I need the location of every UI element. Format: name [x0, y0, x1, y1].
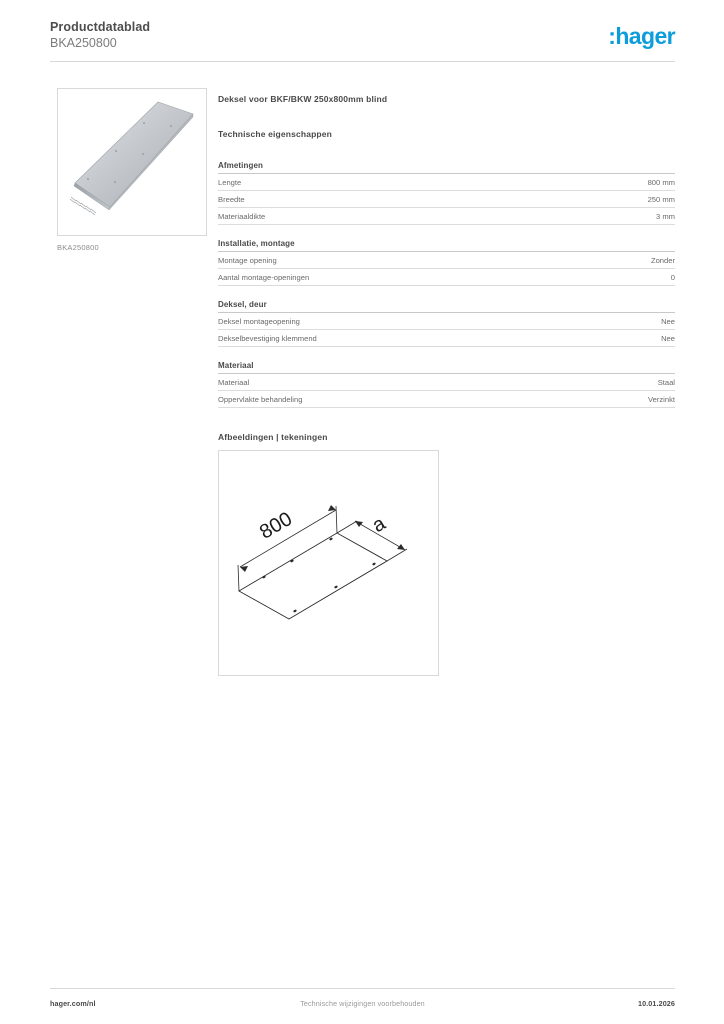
- spec-value: 250 mm: [647, 194, 675, 204]
- spec-label: Lengte: [218, 177, 242, 187]
- spec-group: [218, 239, 675, 286]
- product-image-caption: BKA250800: [57, 243, 99, 252]
- spec-row: [218, 174, 675, 191]
- spec-value: Zonder: [650, 255, 675, 265]
- isometric-dimension-drawing: [219, 451, 438, 675]
- page-footer: [50, 999, 675, 1011]
- spec-row: [218, 269, 675, 286]
- product-reference: BKA250800: [50, 36, 117, 50]
- technical-properties-heading: Technische eigenschappen: [218, 129, 332, 139]
- spec-group-title: Installatie, montage: [218, 239, 675, 252]
- spec-label: Aantal montage-openingen: [218, 272, 310, 282]
- spec-value: 0: [670, 272, 675, 282]
- spec-value: Nee: [661, 316, 675, 326]
- drawing-width-label: a: [368, 512, 390, 538]
- technical-drawing: [218, 450, 439, 676]
- spec-group: [218, 300, 675, 347]
- spec-row: [218, 208, 675, 225]
- spec-row: [218, 391, 675, 408]
- spec-group-title: Afmetingen: [218, 161, 675, 174]
- spec-row: [218, 252, 675, 269]
- spec-value: Verzinkt: [647, 394, 675, 404]
- spec-label: Breedte: [218, 194, 245, 204]
- spec-group-title: Deksel, deur: [218, 300, 675, 313]
- product-description: Deksel voor BKF/BKW 250x800mm blind: [218, 94, 388, 104]
- specification-groups: [218, 161, 675, 408]
- drawings-heading: Afbeeldingen | tekeningen: [218, 432, 328, 442]
- drawing-length-label: 800: [256, 507, 296, 544]
- spec-group: [218, 161, 675, 225]
- spec-value: 3 mm: [656, 211, 675, 221]
- spec-value: Staal: [657, 377, 675, 387]
- header-divider: [50, 61, 675, 62]
- page-header: [50, 20, 675, 60]
- spec-label: Montage opening: [218, 255, 277, 265]
- cover-plate-illustration: [58, 89, 206, 235]
- spec-label: Dekselbevestiging klemmend: [218, 333, 317, 343]
- spec-label: Materiaal: [218, 377, 250, 387]
- specifications-column: [218, 94, 675, 676]
- spec-label: Materiaaldikte: [218, 211, 266, 221]
- spec-row: [218, 313, 675, 330]
- spec-group: [218, 361, 675, 408]
- spec-label: Deksel montageopening: [218, 316, 300, 326]
- footer-website-link[interactable]: hager.com/nl: [50, 999, 96, 1008]
- spec-value: 800 mm: [647, 177, 675, 187]
- spec-row: [218, 330, 675, 347]
- footer-divider: [50, 988, 675, 989]
- spec-value: Nee: [661, 333, 675, 343]
- product-image: [57, 88, 207, 236]
- spec-group-title: Materiaal: [218, 361, 675, 374]
- hager-logo: :hager: [608, 23, 675, 49]
- spec-row: [218, 191, 675, 208]
- footer-date: 10.01.2026: [638, 999, 675, 1008]
- page-title: Productdatablad: [50, 20, 151, 34]
- spec-row: [218, 374, 675, 391]
- spec-label: Oppervlakte behandeling: [218, 394, 303, 404]
- footer-disclaimer: Technische wijzigingen voorbehouden: [300, 999, 425, 1008]
